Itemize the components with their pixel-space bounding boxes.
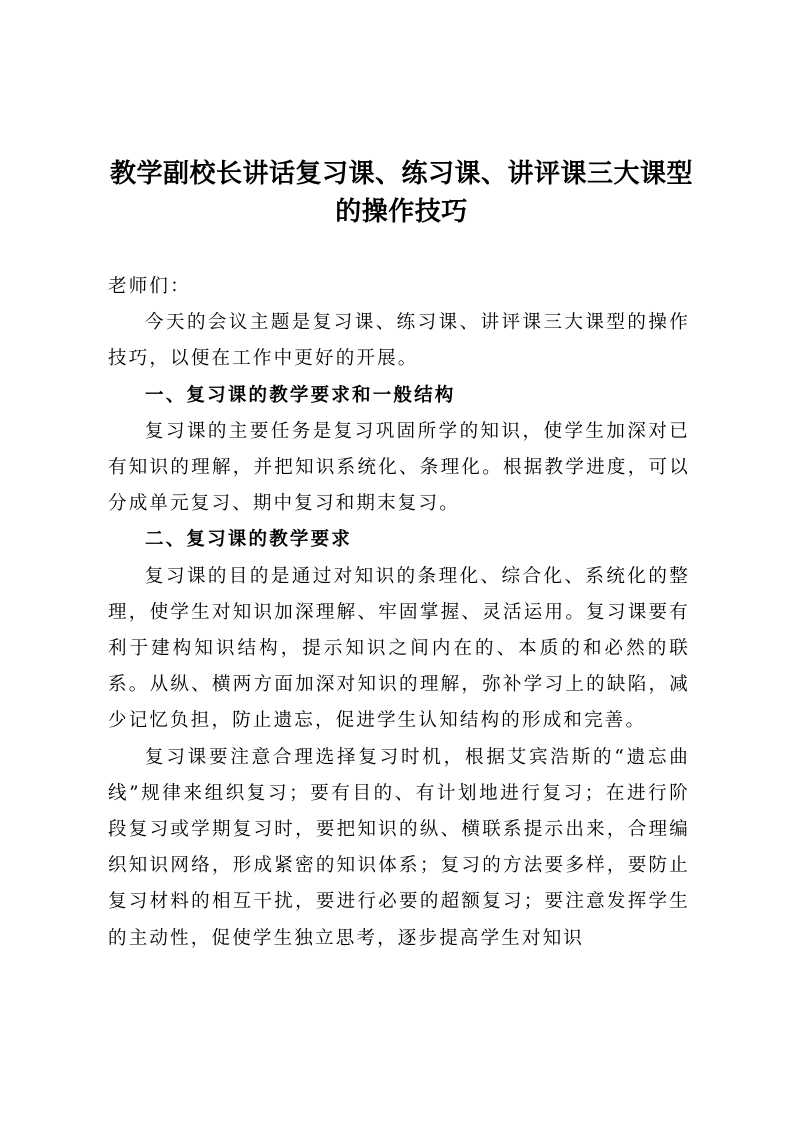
body-paragraph: 复习课的主要任务是复习巩固所学的知识，使学生加深对已有知识的理解，并把知识系统化、条理化。根据教学进度，可以分成单元复习、期中复习和期末复习。 xyxy=(108,420,690,515)
salutation: 老师们： xyxy=(108,276,191,297)
body-paragraph: 复习课要注意合理选择复习时机，根据艾宾浩斯的“遗忘曲线”规律来组织复习；要有目的、有计划地进行复习；在进行阶段复习或学期复习时，要把知识的纵、横联系提示出来，合理编织知识网络，形成紧密的知识体系；复习的方法要多样，要防止复习材料的相互干扰，要进行必要的超额复习；要注意发挥学生的主动性，促使学生独立思考，逐步提高学生对知识 xyxy=(108,746,690,949)
document-body xyxy=(108,269,690,957)
section-heading-1: 一、复习课的教学要求和一般结构 xyxy=(145,384,456,406)
document-title-line-2: 的操作技巧 xyxy=(335,197,468,227)
body-paragraph: 复习课的目的是通过对知识的条理化、综合化、系统化的整理，使学生对知识加深理解、牢固掌握、灵活运用。复习课要有利于建构知识结构，提示知识之间内在的、本质的和必然的联系。从纵、横两方面加深对知识的理解，弥补学习上的缺陷，减少记忆负担，防止遗忘，促进学生认知结构的形成和完善。 xyxy=(108,565,690,732)
section-heading-2: 二、复习课的教学要求 xyxy=(145,529,353,551)
document-title-line-1: 教学副校长讲话复习课、练习课、讲评课三大课型 xyxy=(109,159,693,189)
intro-paragraph: 今天的会议主题是复习课、练习课、讲评课三大课型的操作技巧，以便在工作中更好的开展。 xyxy=(108,312,690,370)
